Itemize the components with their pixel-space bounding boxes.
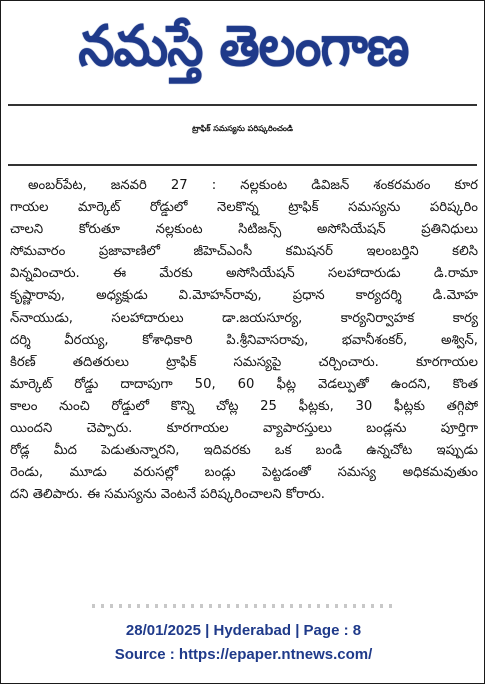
masthead-logo-text: నమస్తే తెలంగాణ [77, 14, 409, 79]
article-headline: ట్రాఫిక్ సమస్యను పరిష్కరించండి [192, 124, 293, 133]
article-line: దర్శి వీరయ్య, కోశాధికారి పి.శ్రీనివాసరావు, భవానీశంకర్, అశ్విన్, [10, 332, 478, 348]
source-link[interactable]: Source : https://epaper.ntnews.com/ [114, 646, 373, 663]
newspaper-masthead [8, 4, 478, 90]
article-line: దని తెలిపారు. ఈ సమస్యను వెంటనే పరిష్కరించాలని కోరారు. [10, 487, 325, 503]
article-line: అంబర్‌పేట, జనవరి 27 : నల్లకుంట డివిజన్ శంకరమఠం కూర [28, 178, 478, 193]
article-line: న్‌నాయుడు, సలహాదారులు డా.జయసూర్య, కార్యనిర్వాహక కార్య [10, 310, 478, 326]
article-line: కిరణ్ తదితరులు ట్రాఫిక్ సమస్యపై చర్చించారు. కూరగాయల [10, 354, 478, 370]
article-body [10, 175, 478, 506]
article-line: గాయల మార్కెట్ రోడ్డులో నెలకొన్న ట్రాఫిక్ సమస్యను పరిష్కరిం [10, 200, 478, 216]
article-line: యిందని చెప్పారు. కూరగాయల వ్యాపారస్తులు బండ్లను పూర్తిగా [10, 421, 478, 437]
clipping-edge-dots [92, 604, 392, 608]
top-divider [8, 104, 477, 106]
article-line: రెండు, మూడు వరుసల్లో బండ్లు పెట్టడంతో సమస్య అధికమవుతుం [10, 465, 478, 481]
publication-meta: 28/01/2025 | Hyderabad | Page : 8 [125, 622, 362, 639]
article-line: కాలం నుంచి రోడ్డులో కొన్ని చోట్ల 25 ఫీట్లకు, 30 ఫీట్లకు తగ్గిపో [10, 398, 478, 414]
article-line: కృష్ణారావు, అధ్యక్షుడు వి.మోహన్‌రావు, ప్రధాన కార్యదర్శి డి.మోహ [10, 288, 478, 304]
article-line: రోడ్ల మీద పెడుతున్నారని, ఇదివరకు ఒక బండి ఉన్నచోట ఇప్పుడు [10, 443, 478, 459]
article-line: మార్కెట్ రోడ్డు దాదాపుగా 50, 60 ఫీట్ల వెడల్పుతో ఉందని, కొంత [10, 376, 478, 392]
article-line: సోమవారం ప్రజావాణిలో జీహెచ్‌ఎంసీ కమిషనర్ ఇలంబర్తిని కలిసి [10, 244, 478, 260]
headline-divider [8, 164, 477, 166]
article-line: చాలని కోరుతూ నల్లకుంట సిటిజన్స్ అసోసియేషన్ ప్రతినిధులు [10, 222, 478, 238]
article-line: విన్నవించారు. ఈ మేరకు అసోసియేషన్ సలహాదారుడు డి.రామా [10, 266, 478, 282]
